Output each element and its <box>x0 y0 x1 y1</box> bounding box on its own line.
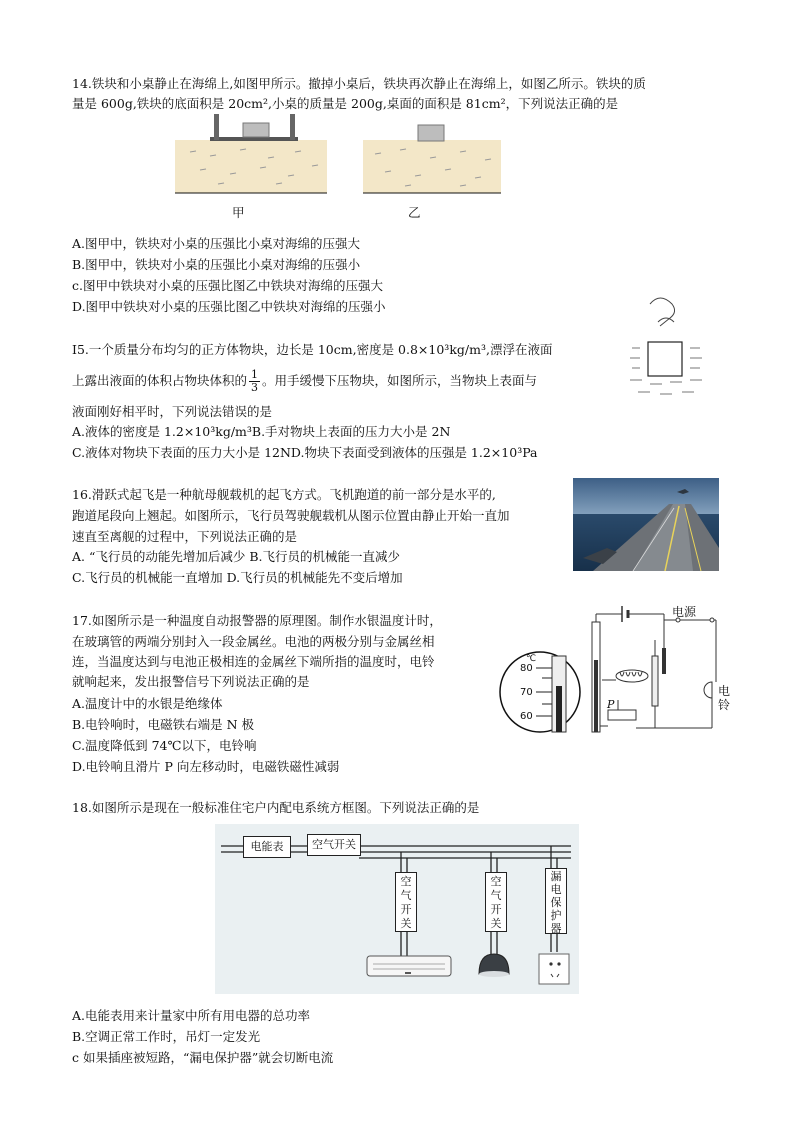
q17-unit-label: ℃ <box>526 654 537 664</box>
q18-option-c: c 如果插座被短路，“漏电保护器”就会切断电流 <box>72 1050 334 1065</box>
q14-option-c: c.图甲中铁块对小桌的压强比图乙中铁块对海绵的压强大 <box>72 278 383 293</box>
q18-option-b: B.空调正常工作时，吊灯一定发光 <box>72 1029 261 1044</box>
q15-stem-line3: 液面刚好相平时，下列说法错误的是 <box>72 404 273 419</box>
q18-protector-box: 漏电保护器 <box>545 868 567 934</box>
q15-option-cd: C.液体对物块下表面的压力大小是 12ND.物块下表面受到液体的压强是 1.2×10³Pa <box>72 445 538 460</box>
q16-option-cd: C.飞行员的机械能一直增加 D.飞行员的机械能先不变后增加 <box>72 570 403 585</box>
q18-option-a: A.电能表用来计量家中所有用电器的总功率 <box>72 1008 311 1023</box>
q17-slider-label: P <box>607 698 615 711</box>
q18-distribution-diagram <box>215 824 579 994</box>
q17-bell-label: 电铃 <box>718 684 731 712</box>
q14-option-a: A.图甲中，铁块对小桌的压强比小桌对海绵的压强大 <box>72 236 361 251</box>
q17-circuit-figure <box>498 600 738 740</box>
q17-option-a: A.温度计中的水银是绝缘体 <box>72 696 223 711</box>
q17-tick-70: 70 <box>520 687 533 698</box>
q18-switch1-box: 空气开关 <box>395 872 417 932</box>
q14-figure-label-a: 甲 <box>232 205 245 220</box>
q14-stem-line2: 量是 600g,铁块的底面积是 20cm²,小桌的质量是 200g,桌面的面积是 81cm²，下列说法正确的是 <box>72 96 619 111</box>
q14-figure-label-b: 乙 <box>408 205 421 220</box>
q17-tick-60: 60 <box>520 711 533 722</box>
q17-stem-line3: 连，当温度达到与电池正极相连的金属丝下端所指的温度时，电铃 <box>72 654 435 669</box>
q17-stem-line1: 17.如图所示是一种温度自动报警器的原理图。制作水银温度计时， <box>72 613 442 628</box>
q17-stem-line2: 在玻璃管的两端分别封入一段金属丝。电池的两极分别与金属丝相 <box>72 634 435 649</box>
q16-option-ab: A. “飞行员的动能先增加后减少 B.飞行员的机械能一直减少 <box>72 549 400 564</box>
q17-stem-line4: 就响起来，发出报警信号下列说法正确的是 <box>72 674 310 689</box>
q17-power-label: 电源 <box>672 605 697 619</box>
q18-meter-box: 电能表 <box>243 836 291 858</box>
q17-option-c: C.温度降低到 74℃以下，电铃响 <box>72 738 257 753</box>
q16-stem-line2: 跑道尾段向上翘起。如图所示，飞行员驾驶舰载机从图示位置由静止开始一直加 <box>72 508 510 523</box>
q17-option-b: B.电铃响时，电磁铁右端是 N 极 <box>72 717 255 732</box>
q18-switch2-box: 空气开关 <box>485 872 507 932</box>
q15-stem-line2 <box>72 368 537 394</box>
q16-stem-line1: 16.滑跃式起飞是一种航母舰载机的起飞方式。飞机跑道的前一部分是水平的, <box>72 487 496 502</box>
q14-option-b: B.图甲中，铁块对小桌的压强比小桌对海绵的压强小 <box>72 257 361 272</box>
q15-fraction-numerator: 1 <box>251 368 259 381</box>
q14-option-d: D.图甲中铁块对小桌的压强比图乙中铁块对海绵的压强小 <box>72 299 386 314</box>
q14-stem-line1: 14.铁块和小桌静止在海绵上,如图甲所示。撤掉小桌后，铁块再次静止在海绵上，如图乙所示。铁块的质 <box>72 76 646 91</box>
q15-stem-line2-post: 。用手缓慢下压物块，如图所示，当物块上表面与 <box>262 373 538 388</box>
q15-fraction <box>249 369 260 394</box>
q16-carrier-photo <box>573 478 719 571</box>
q15-option-ab: A.液体的密度是 1.2×10³kg/m³B.手对物块上表面的压力大小是 2N <box>72 424 451 439</box>
q14-figure <box>170 112 510 197</box>
q15-fraction-denominator: 3 <box>251 381 259 394</box>
q17-option-d: D.电铃响且滑片 P 向左移动时，电磁铁磁性减弱 <box>72 759 340 774</box>
q15-stem-line2-pre: 上露出液面的体积占物块体积的 <box>72 373 248 388</box>
q15-stem-line1: I5.一个质量分布均匀的正方体物块，边长是 10cm,密度是 0.8×10³kg/m³,漂浮在液面 <box>72 342 553 357</box>
q15-figure <box>628 292 710 402</box>
q17-tick-80: 80 <box>520 663 533 674</box>
q16-stem-line3: 速直至离舰的过程中，下列说法正确的是 <box>72 529 298 544</box>
q18-main-switch-box: 空气开关 <box>307 834 361 856</box>
q18-stem-line1: 18.如图所示是现在一般标准住宅户内配电系统方框图。下列说法正确的是 <box>72 800 480 815</box>
